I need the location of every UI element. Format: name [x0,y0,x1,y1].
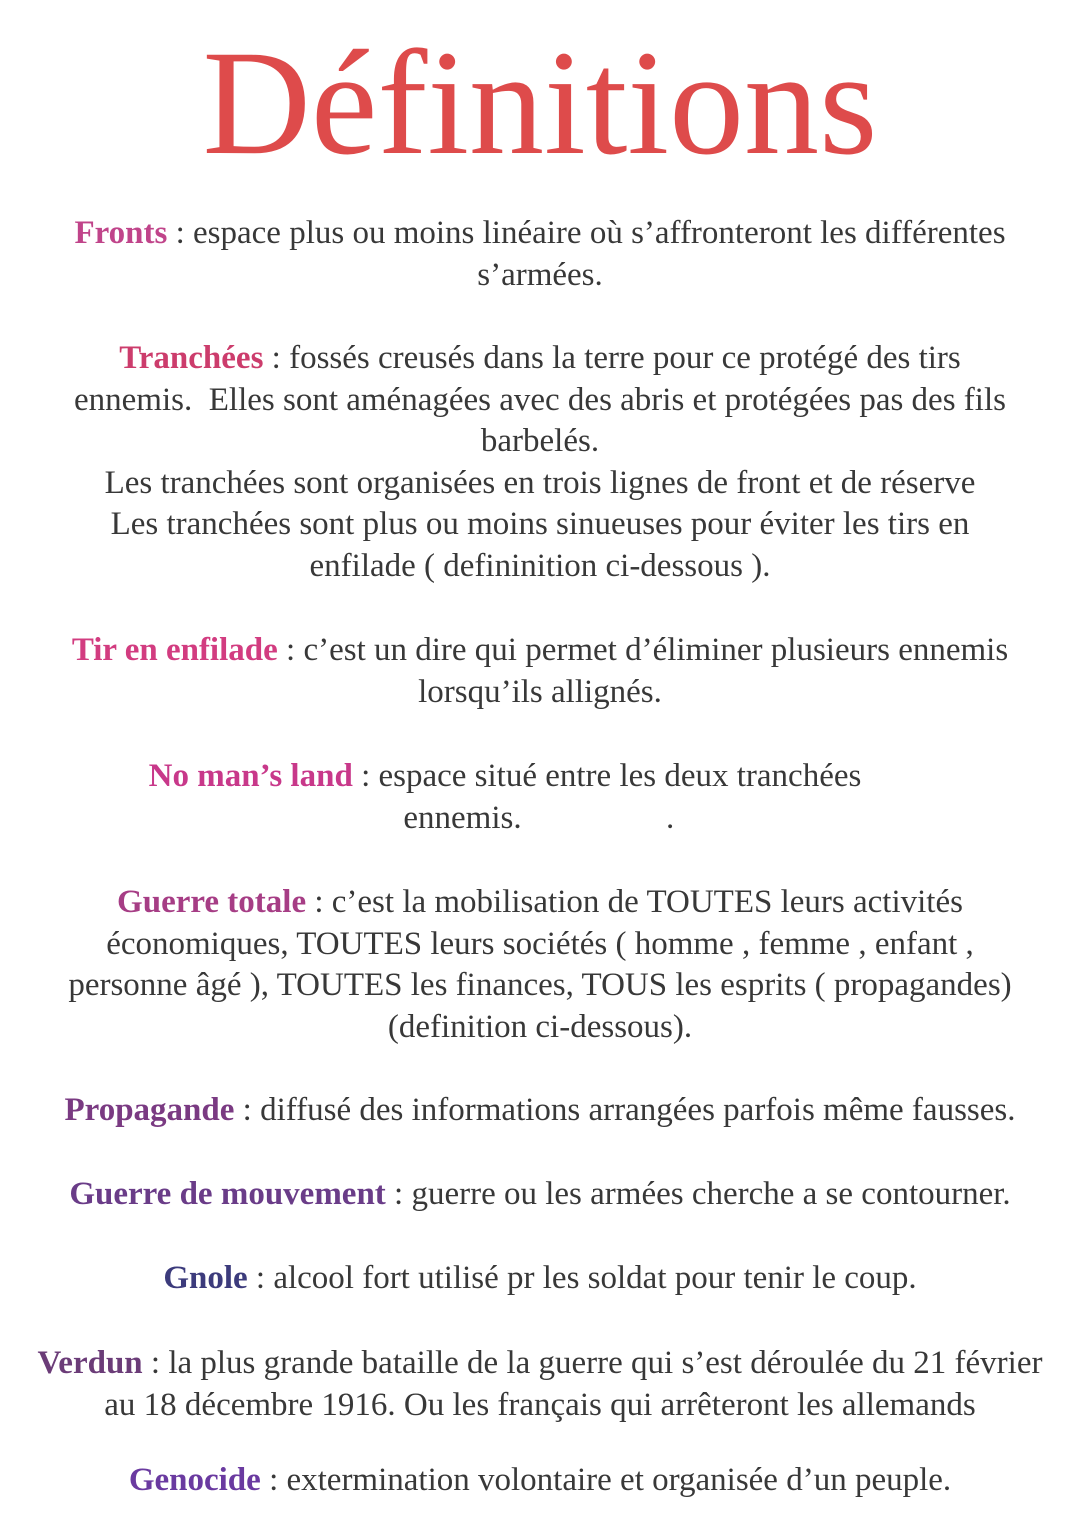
definition-text: : extermination volontaire et organisée d’un peuple. [260,1462,952,1498]
term-no-mans-land: No man’s land [148,758,353,794]
definition-text: : la plus grande bataille de la guerre qui s’est déroulée du 21 février [142,1345,1043,1381]
definition-guerre-de-mouvement [0,1174,1080,1216]
term-verdun: Verdun [37,1345,143,1381]
term-tir-en-enfilade: Tir en enfilade [71,632,278,668]
definition-text: économiques, TOUTES leurs sociétés ( homme , femme , enfant , [106,925,974,962]
page-title: Définitions [202,20,878,186]
definition-genocide [0,1460,1080,1502]
definition-text: ennemis. [403,799,522,836]
term-tranchees: Tranchées [119,340,264,376]
definition-gnole [0,1258,1080,1300]
term-fronts: Fronts [74,215,168,251]
stray-dot: . [666,799,675,836]
term-gnole: Gnole [163,1260,248,1296]
definition-text: : fossés creusés dans la terre pour ce protégé des tirs [263,340,961,376]
term-genocide: Genocide [128,1462,261,1498]
definition-text: enfilade ( defininition ci-dessous ). [309,547,771,584]
definition-text: barbelés. [480,423,600,459]
definition-text: : espace plus ou moins linéaire où s’affronteront les différentes [167,215,1006,251]
definition-propagande [0,1090,1080,1132]
term-guerre-de-mouvement: Guerre de mouvement [69,1176,386,1212]
definition-text: : alcool fort utilisé pr les soldat pour tenir le coup. [247,1260,917,1296]
definition-text: Les tranchées sont plus ou moins sinueuses pour éviter les tirs en [110,506,970,542]
definition-text: : diffusé des informations arrangées parfois même fausses. [234,1092,1016,1128]
definition-text: lorsqu’ils allignés. [418,673,662,710]
definition-text: : c’est la mobilisation de TOUTES leurs activités [306,884,963,920]
definition-tranchees [0,338,1080,587]
definition-text: : guerre ou les armées cherche a se contourner. [385,1176,1011,1212]
definition-text: (definition ci-dessous). [387,1008,693,1045]
term-propagande: Propagande [64,1092,235,1128]
definition-guerre-totale [0,882,1080,1048]
definition-text: Les tranchées sont organisées en trois lignes de front et de réserve [104,464,976,501]
definition-text: : c’est un dire qui permet d’éliminer plusieurs ennemis [277,632,1009,668]
definition-text: ennemis. Elles sont aménagées avec des abris et protégées pas des fils [74,381,1006,418]
definition-verdun [0,1343,1080,1426]
definition-no-mans-land [0,756,1080,839]
definition-text: : espace situé entre les deux tranchées [352,758,862,794]
definition-text: s’armées. [477,256,603,293]
definition-tir-en-enfilade [0,630,1080,713]
definition-text: au 18 décembre 1916. Ou les français qui arrêteront les allemands [104,1386,976,1423]
definition-fronts [0,213,1080,296]
term-guerre-totale: Guerre totale [117,884,307,920]
definition-text: personne âgé ), TOUTES les finances, TOUS les esprits ( propagandes) [68,967,1012,1003]
